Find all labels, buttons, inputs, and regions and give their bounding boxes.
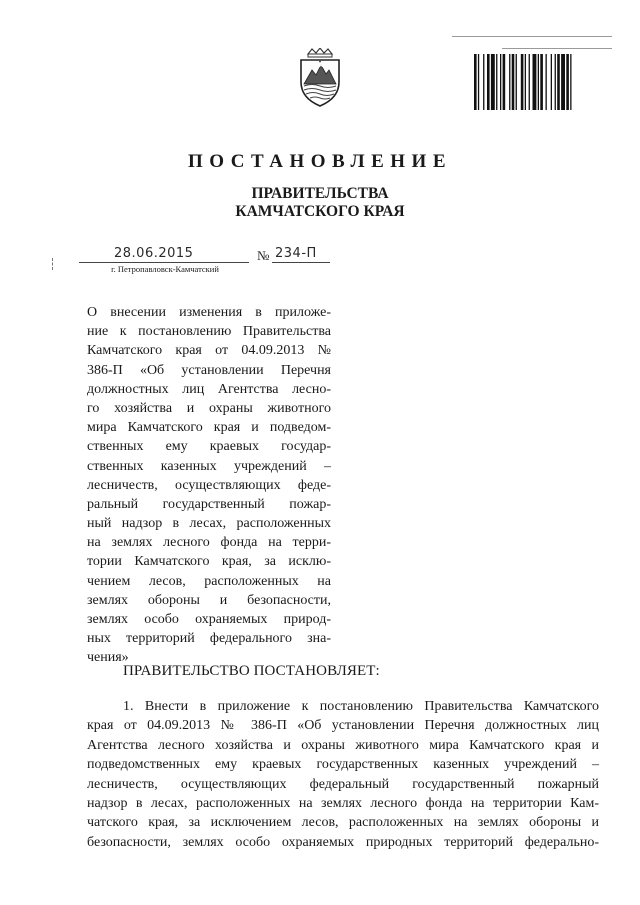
clause-line: чатского края, за исключением лесов, расположенных на землях обороны и (87, 815, 599, 831)
preamble-line: ние к постановлению Правительства (87, 324, 331, 340)
barcode-bar (566, 54, 569, 110)
barcode-bar (500, 54, 501, 110)
clause-line: края от 04.09.2013 № 386-П «Об установлении Перечня должностных лиц (87, 718, 599, 734)
preamble-line: ных территорий федерального зна- (87, 631, 331, 647)
number-sign: № (257, 248, 270, 263)
issuer-line-2: КАМЧАТСКОГО КРАЯ (235, 203, 405, 220)
preamble-line: на землях лесного фонда на терри- (87, 535, 331, 551)
document-preamble (87, 303, 331, 668)
clause-1 (87, 697, 599, 852)
barcode-bar (474, 54, 477, 110)
barcode-bar (491, 54, 495, 110)
barcode-bar (478, 54, 479, 110)
barcode-bar (525, 54, 526, 110)
stamp-rule (452, 36, 612, 37)
barcode-bar (561, 54, 565, 110)
date-underline (79, 262, 249, 263)
clause-line: подведомственных ему краевых государственных казенных учреждений – (87, 757, 599, 773)
document-date: 28.06.2015 (114, 246, 194, 261)
preamble-line: землях обороны и безопасности, (87, 592, 331, 608)
barcode-bar (509, 54, 510, 110)
preamble-line: землях особо охраняемых природ- (87, 612, 331, 627)
preamble-line: ственных казенных учреждений – (87, 458, 331, 474)
stamp-rule (502, 48, 612, 49)
preamble-line: ный надзор в лесах, расположенных (87, 516, 331, 532)
barcode-bar (533, 54, 537, 110)
decree-heading: ПРАВИТЕЛЬСТВО ПОСТАНОВЛЯЕТ: (123, 663, 380, 679)
clause-line: лесничеств, осуществляющих федеральный государственный пожарный (87, 776, 599, 792)
barcode-bar (557, 54, 560, 110)
barcode-bar (555, 54, 556, 110)
preamble-line: ственных ему краевых государ- (87, 439, 331, 455)
preamble-line: О внесении изменения в приложе- (87, 305, 331, 320)
document-title: ПОСТАНОВЛЕНИЕ (187, 151, 453, 172)
barcode-bar (487, 54, 490, 110)
barcode-bar (538, 54, 539, 110)
preamble-line: ральный государственный пожар- (87, 496, 331, 512)
preamble-line: го хозяйства и охраны животного (87, 400, 331, 416)
clause-line: 1. Внести в приложение к постановлению Правительства Камчатского (123, 699, 599, 714)
clause-line: надзор в лесах, расположенных на землях лесного фонда на территории Кам- (87, 795, 599, 811)
coat-of-arms-icon (296, 48, 344, 108)
preamble-line: 386-П «Об установлении Перечня (87, 362, 331, 378)
barcode-bar (503, 54, 506, 110)
barcode-bar (521, 54, 524, 110)
clause-line: Агентства лесного хозяйства и охраны животного мира Камчатского края и (87, 737, 599, 753)
issuer-line-1: ПРАВИТЕЛЬСТВА (251, 185, 389, 202)
barcode-bar (529, 54, 530, 110)
barcode-bar (496, 54, 497, 110)
document-number: 234-П (275, 246, 317, 261)
preamble-line: чением лесов, расположенных на (87, 573, 331, 589)
preamble-line: чения» (87, 650, 129, 666)
clause-line: безопасности, землях особо охраняемых природных территорий федерально- (87, 834, 599, 850)
barcode-bar (551, 54, 552, 110)
margin-mark (52, 258, 54, 270)
issue-city: г. Петропавловск-Камчатский (111, 264, 219, 274)
preamble-line: мира Камчатского края и подведом- (87, 420, 331, 436)
barcode-bar (516, 54, 517, 110)
preamble-line: лесничеств, осуществляющих феде- (87, 477, 331, 493)
preamble-line: тории Камчатского края, за исклю- (87, 554, 331, 570)
barcode (470, 54, 612, 122)
registration-stamp (452, 26, 612, 124)
preamble-line: Камчатского края от 04.09.2013 № (87, 343, 331, 359)
barcode-bar (540, 54, 543, 110)
number-underline (272, 262, 330, 263)
barcode-bar (483, 54, 484, 110)
barcode-bar (512, 54, 515, 110)
barcode-bar (546, 54, 547, 110)
preamble-line: должностных лиц Агентства лесно- (87, 381, 331, 397)
barcode-bar (570, 54, 571, 110)
